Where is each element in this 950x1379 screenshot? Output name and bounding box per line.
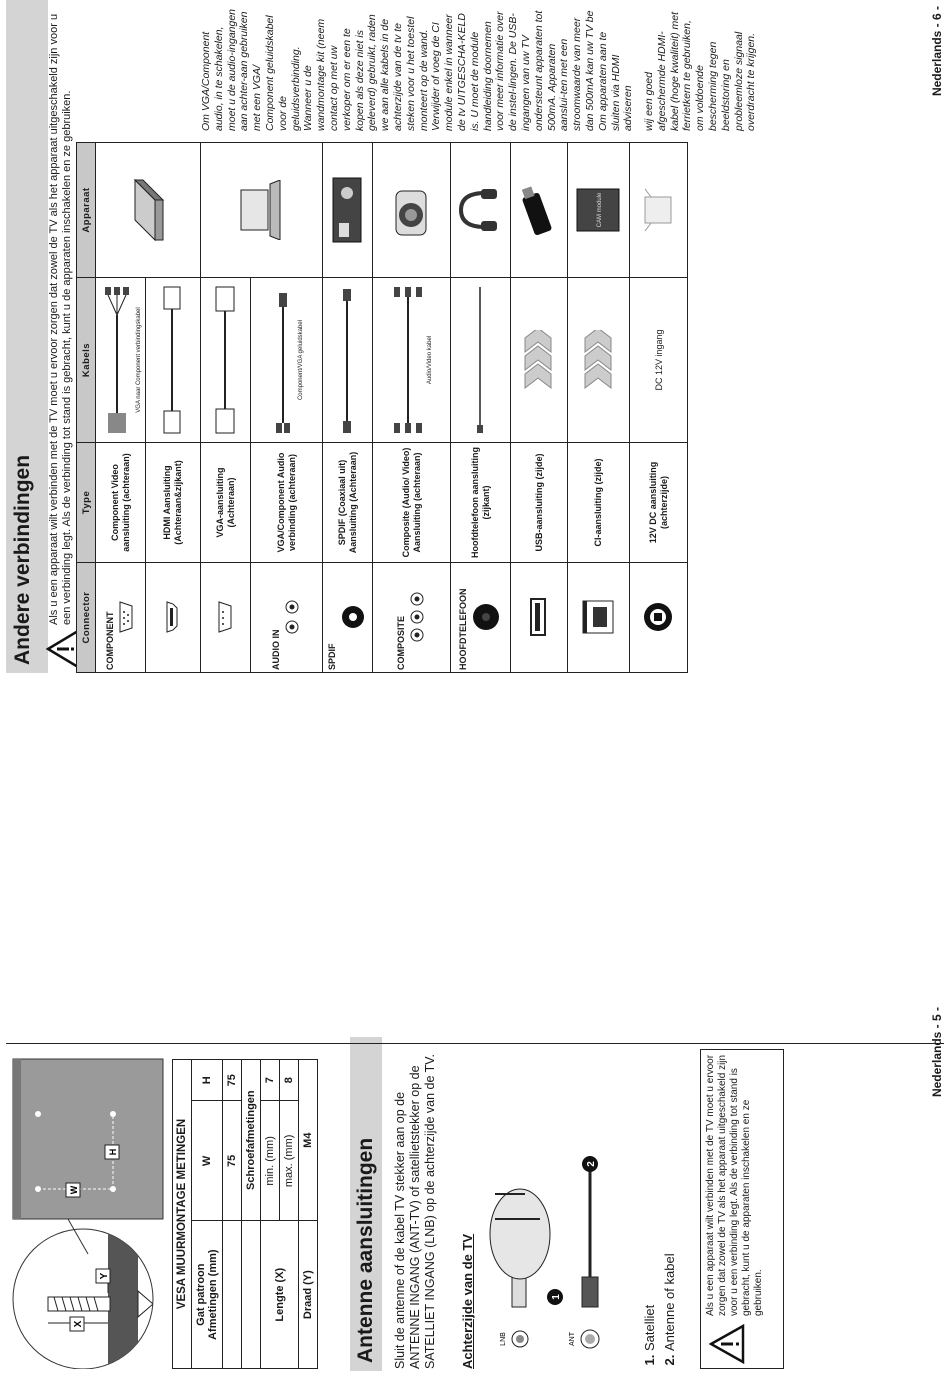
headphone-cable-icon <box>473 285 487 435</box>
antenne-text: Sluit de antenne of de kabel TV stekker aan op de ANTENNE INGANG (ANT-TV) of satellietstekker op de SATELLIET INGANG (LNB) op de achterzijde van de TV. <box>393 1054 437 1369</box>
connector-cell: AUDIO IN <box>251 563 323 673</box>
type-cell: USB-aansluiting (zijde) <box>511 443 568 563</box>
cable-cell: DC 12V ingang <box>630 278 688 443</box>
warning-icon <box>46 629 80 669</box>
draad-label: Draad (Y) <box>299 1221 318 1369</box>
cam-module-icon <box>575 185 621 235</box>
headphone-jack-icon <box>471 603 501 633</box>
vga-cable-icon <box>210 285 240 435</box>
table-row <box>511 143 568 673</box>
table-row <box>201 143 251 673</box>
coax-cable-icon <box>337 285 357 435</box>
cable-cell <box>251 278 323 443</box>
connector-cell <box>511 563 568 673</box>
vesa-title: VESA MUURMONTAGE METINGEN <box>173 1060 192 1369</box>
amplifier-icon <box>327 175 367 245</box>
list-item: 1. Satelliet <box>640 1253 660 1351</box>
draad-value: M4 <box>299 1060 318 1221</box>
camcorder-icon <box>386 175 436 245</box>
audio-cable-icon <box>270 285 296 435</box>
hdmi-port-icon <box>165 601 179 635</box>
col-connector: Connector <box>77 563 96 673</box>
connector-cell <box>201 563 251 673</box>
device-cell <box>373 143 451 278</box>
cable-cell <box>146 278 201 443</box>
table-row <box>568 143 630 673</box>
hdmi-cable-icon <box>157 285 187 435</box>
device-cell <box>568 143 630 278</box>
x-label: X <box>73 1320 84 1328</box>
warning-icon <box>709 1324 745 1364</box>
usb-stick-icon <box>513 180 563 240</box>
antenna-diagram <box>480 1049 640 1369</box>
device-cell <box>323 143 373 278</box>
table-row <box>96 143 146 673</box>
col-type: Type <box>77 443 96 563</box>
min-label: min. (mm) <box>261 1101 280 1221</box>
page6-footer: Nederlands - 6 - <box>930 6 944 97</box>
connector-cell: COMPOSITE <box>373 563 451 673</box>
h-label: H <box>108 1148 118 1156</box>
vga-port-icon <box>217 601 233 635</box>
page5-footer: Nederlands - 5 - <box>930 1007 944 1098</box>
type-cell: HDMI Aansluiting (Achteraan&zijkant) <box>146 443 201 563</box>
side-paragraph-2: wij een goed afgeschermde HDMI-kabel (hoge kwaliteit) met ferrietkern te gebruiken, om voldoende bescherming tegen beeldstoring en probleemloze signaal overdracht te krijgen. <box>643 11 758 131</box>
connector-cell <box>630 563 688 673</box>
lengte-label: Lengte (X) <box>261 1221 299 1369</box>
table-row <box>323 143 373 673</box>
type-cell: Hoofdtelefoon aansluiting (zijkant) <box>451 443 511 563</box>
h-header: H <box>192 1060 223 1101</box>
type-cell: SPDIF (Coaxiaal uit) Aansluiting (Achteraan) <box>323 443 373 563</box>
connector-cell: COMPONENT <box>96 563 146 673</box>
cable-cell <box>96 278 146 443</box>
type-cell: Composite (Audio/ Video) Aansluiting (achteraan) <box>373 443 451 563</box>
type-cell: VGA-aansluiting (Achteraan) <box>201 443 251 563</box>
cable-cell <box>201 278 251 443</box>
device-cell <box>96 143 201 278</box>
col-kabels: Kabels <box>77 278 96 443</box>
w-label: W <box>69 1185 79 1195</box>
schroef-header: Schroefafmetingen <box>242 1060 261 1221</box>
connector-cell: SPDIF <box>323 563 373 673</box>
antenne-warning-box <box>700 1049 784 1369</box>
vga-port-icon <box>118 601 134 635</box>
gat-patroon-label: Gat patroon Afmetingen (mm) <box>192 1221 223 1369</box>
antenne-list <box>640 1253 680 1371</box>
table-row <box>630 143 688 673</box>
connector-cell: HOOFDTELEFOON <box>451 563 511 673</box>
ci-slot-icon <box>581 598 615 638</box>
marker-2: 2 <box>586 1161 597 1167</box>
connections-table <box>76 142 688 673</box>
page-5 <box>0 699 950 1379</box>
cable-cell <box>373 278 451 443</box>
component-cable-icon <box>100 285 134 435</box>
power-adapter-icon <box>635 185 681 235</box>
usb-port-icon <box>529 598 547 638</box>
cable-cell <box>511 278 568 443</box>
cable-caption: Audio/Video kabel <box>426 335 433 385</box>
type-cell: VGA/Component Audio verbinding (achteraan) <box>251 443 323 563</box>
side-paragraph-1: Om VGA/Component audio, in te schakelen, moet u de audio-ingangen aan achter-aan gebruiken met een VGA/ Component geluidskabel voor de geluidsverbinding. Wanneer u de wandmontage kit (neem contact op met uw verkoper om er een te kopen als deze niet is geleverd) gebruikt, raden we aan alle kabels in de achterzijde van de tv te steken voor u het toestel monteert op de wand. Verwijder of voeg de CI module enkel in wanneer de tv UITGESCHA-KELD is. U moet de module handleiding doornemen voor meer informatie over de instel-lingen. De USB-ingangen van uw TV ondersteunt apparaten tot 500mA. Apparaten aanslui-ten met een stroomwaarde van meer dan 500mA kan uw TV be Om apparaten aan te sluiten via HDMI adviseren <box>200 8 635 131</box>
dvd-player-icon <box>125 175 169 245</box>
vesa-table <box>172 1059 318 1369</box>
antenne-subheading: Achterzijde van de TV <box>460 1233 475 1369</box>
w-header: W <box>192 1101 223 1221</box>
composite-jacks-icon <box>409 590 425 646</box>
type-cell: 12V DC aansluiting (achterzijde) <box>630 443 688 563</box>
audio-in-jacks-icon <box>284 598 300 638</box>
marker-1: 1 <box>551 1294 562 1300</box>
type-cell: CI-aansluiting (zijde) <box>568 443 630 563</box>
vesa-mount-diagram <box>8 1049 168 1369</box>
table-row <box>373 143 451 673</box>
ci-arrow-icon <box>583 330 613 390</box>
andere-verbindingen-heading: Andere verbindingen <box>6 0 48 673</box>
warning-text: Als u een apparaat wilt verbinden met de TV moet u ervoor zorgen dat zowel de TV als het apparaat uitgeschakeld zijn voor u een verbinding legt. Als de verbinding tot stand is gebracht, kunt u de apparaten inschakelen en ze gebruiken. <box>705 1054 764 1316</box>
cable-caption: Component/VGA geluidskabel <box>297 319 304 401</box>
spdif-jack-icon <box>340 605 366 631</box>
cable-cell <box>568 278 630 443</box>
w-value: 75 <box>223 1101 242 1221</box>
cable-cell <box>451 278 511 443</box>
page-6 <box>0 0 950 679</box>
lnb-label: LNB <box>500 1332 507 1346</box>
dc-power-port-icon <box>642 602 674 634</box>
device-cell <box>511 143 568 278</box>
connector-cell <box>146 563 201 673</box>
intro-text: Als u een apparaat wilt verbinden met de TV moet u ervoor zorgen dat zowel de TV als het apparaat uitgeschakeld zijn voor u een verbinding legt. Als de verbinding tot stand is gebracht, kunt u de apparaten inschakelen en ze gebruiken. <box>48 13 73 625</box>
list-item: 2. Antenne of kabel <box>660 1253 680 1351</box>
av-cable-icon <box>391 285 425 435</box>
device-cell <box>201 143 323 278</box>
page5-divider <box>6 1043 944 1044</box>
max-label: max. (mm) <box>280 1101 299 1221</box>
cable-caption: VGA naar Component verbindingskabel <box>135 307 142 413</box>
col-apparaat: Apparaat <box>77 143 96 278</box>
y-label: Y <box>99 1272 110 1280</box>
device-cell <box>630 143 688 278</box>
headphones-icon <box>455 185 505 235</box>
usb-arrow-icon <box>523 330 553 390</box>
cable-cell <box>323 278 373 443</box>
table-row <box>451 143 511 673</box>
side-text <box>200 9 766 131</box>
connector-cell <box>568 563 630 673</box>
device-cell <box>451 143 511 278</box>
h-value: 75 <box>223 1060 242 1101</box>
laptop-icon <box>236 180 286 240</box>
type-cell: Component Video aansluiting (achteraan) <box>96 443 146 563</box>
cam-label: CAM module <box>596 192 603 228</box>
min-value: 7 <box>261 1060 280 1101</box>
max-value: 8 <box>280 1060 299 1101</box>
antenne-heading: Antenne aansluitingen <box>350 1037 382 1371</box>
ant-label: ANT <box>569 1332 576 1346</box>
